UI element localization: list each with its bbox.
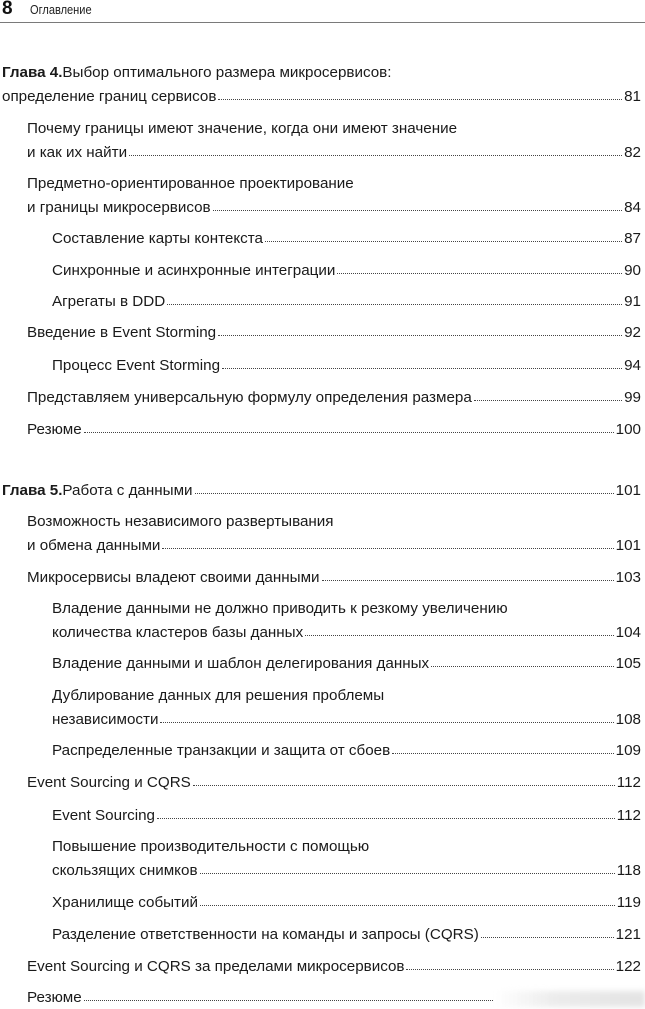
page-ref: 103	[615, 569, 641, 586]
toc-text: и как их найти	[27, 144, 128, 161]
page-ref: 112	[616, 807, 641, 824]
toc-entry-line	[27, 173, 354, 195]
page-ref: 104	[615, 624, 641, 641]
chapter-title: Работа с данными	[62, 482, 193, 499]
toc-entry[interactable]	[27, 535, 641, 557]
page-ref: 90	[624, 262, 641, 279]
toc-text: Введение в Event Storming	[27, 324, 217, 341]
toc-chapter-4-title	[2, 62, 391, 84]
toc-text: Дублирование данных для решения проблемы	[52, 687, 385, 704]
leader-dots	[431, 653, 614, 667]
toc-entry[interactable]	[27, 567, 641, 589]
toc-text: Почему границы имеют значение, когда они имеют значение	[27, 120, 458, 137]
watermark-blur	[495, 991, 645, 1007]
page-ref: 101	[615, 537, 641, 554]
toc-entry-line	[27, 118, 457, 140]
leader-dots	[218, 86, 622, 100]
page-ref: 108	[615, 711, 641, 728]
toc-entry-line	[52, 836, 369, 858]
toc-entry[interactable]	[52, 291, 641, 313]
leader-dots	[218, 322, 622, 336]
page-ref: 84	[624, 199, 641, 216]
page-ref: 121	[615, 926, 641, 943]
leader-dots	[474, 387, 622, 401]
leader-dots	[162, 535, 613, 549]
leader-dots	[193, 772, 615, 786]
toc-entry[interactable]	[52, 622, 641, 644]
toc-chapter-4[interactable]	[2, 86, 641, 108]
toc-text: Составление карты контекста	[52, 230, 263, 247]
chapter-label: Глава 4.	[2, 64, 63, 81]
leader-dots	[167, 291, 622, 305]
toc-entry-line	[52, 685, 384, 707]
toc-entry[interactable]	[27, 956, 641, 978]
toc-entry[interactable]	[52, 924, 641, 946]
toc-text: Резюме	[27, 421, 82, 438]
page-ref: 91	[624, 293, 641, 310]
page-number: 8	[2, 0, 13, 19]
page-header	[0, 0, 645, 23]
toc-text: Представляем универсальную формулу определения размера	[27, 389, 472, 406]
toc-text: Event Sourcing и CQRS	[27, 774, 191, 791]
toc-text: Хранилище событий	[52, 894, 198, 911]
toc-entry[interactable]	[52, 805, 641, 827]
toc-entry[interactable]	[52, 355, 641, 377]
toc-entry[interactable]	[27, 197, 641, 219]
toc-text: количества кластеров базы данных	[52, 624, 304, 641]
page-ref: 112	[616, 774, 641, 791]
toc-entry[interactable]	[27, 322, 641, 344]
leader-dots	[84, 419, 614, 433]
leader-dots	[200, 892, 615, 906]
toc-text: Микросервисы владеют своими данными	[27, 569, 320, 586]
leader-dots	[160, 709, 613, 723]
toc-entry[interactable]	[52, 260, 641, 282]
toc-entry[interactable]	[27, 142, 641, 164]
page-ref: 100	[615, 421, 641, 438]
toc-entry[interactable]	[27, 419, 641, 441]
toc-text: Распределенные транзакции и защита от сбоев	[52, 742, 391, 759]
toc-entry[interactable]	[52, 653, 641, 675]
toc-entry[interactable]	[52, 740, 641, 762]
leader-dots	[200, 860, 615, 874]
leader-dots	[481, 924, 614, 938]
page-ref: 81	[624, 88, 641, 105]
toc-entry-line	[27, 511, 334, 533]
toc-text: Event Sourcing	[52, 807, 155, 824]
toc-entry-line	[52, 598, 508, 620]
toc-text: Процесс Event Storming	[52, 357, 221, 374]
running-title: Оглавление	[30, 2, 92, 17]
leader-dots	[195, 480, 614, 494]
leader-dots	[265, 228, 622, 242]
leader-dots	[213, 197, 622, 211]
toc-text: независимости	[52, 711, 159, 728]
page-ref: 92	[624, 324, 641, 341]
leader-dots	[157, 805, 615, 819]
toc-text: Предметно-ориентированное проектирование	[27, 175, 354, 192]
toc-text: и границы микросервисов	[27, 199, 211, 216]
toc-text: Разделение ответственности на команды и запросы (CQRS)	[52, 926, 479, 943]
chapter-title: Выбор оптимального размера микросервисов:	[62, 64, 392, 81]
leader-dots	[337, 260, 622, 274]
toc-text: Event Sourcing и CQRS за пределами микросервисов	[27, 958, 405, 975]
page-ref: 109	[615, 742, 641, 759]
toc-text: Синхронные и асинхронные интеграции	[52, 262, 336, 279]
leader-dots	[222, 355, 622, 369]
leader-dots	[322, 567, 614, 581]
page-ref: 101	[615, 482, 641, 499]
page-ref: 99	[624, 389, 641, 406]
toc-entry[interactable]	[52, 228, 641, 250]
toc-text: Возможность независимого развертывания	[27, 513, 334, 530]
leader-dots	[392, 740, 613, 754]
toc-text: скользящих снимков	[52, 862, 198, 879]
leader-dots	[305, 622, 613, 636]
toc-text: Повышение производительности с помощью	[52, 838, 370, 855]
page-ref: 94	[624, 357, 641, 374]
page-ref: 105	[615, 655, 641, 672]
toc-text: Резюме	[27, 989, 82, 1006]
page-ref: 122	[615, 958, 641, 975]
toc-chapter-5[interactable]	[2, 480, 641, 502]
toc-entry[interactable]	[52, 892, 641, 914]
toc-text: и обмена данными	[27, 537, 161, 554]
toc-entry[interactable]	[52, 709, 641, 731]
toc-entry[interactable]	[27, 387, 641, 409]
leader-dots	[84, 987, 493, 1001]
leader-dots	[406, 956, 613, 970]
toc-text: Агрегаты в DDD	[52, 293, 166, 310]
page-ref: 82	[624, 144, 641, 161]
leader-dots	[129, 142, 622, 156]
toc-text: Владение данными и шаблон делегирования данных	[52, 655, 430, 672]
page-ref: 87	[624, 230, 641, 247]
chapter-label: Глава 5.	[2, 482, 63, 499]
toc-entry[interactable]	[27, 772, 641, 794]
toc-text: определение границ сервисов	[2, 88, 217, 105]
toc-text: Владение данными не должно приводить к резкому увеличению	[52, 600, 508, 617]
toc-entry[interactable]	[27, 987, 495, 1009]
page-ref: 119	[616, 894, 641, 911]
page-ref: 118	[616, 862, 641, 879]
toc-entry[interactable]	[52, 860, 641, 882]
